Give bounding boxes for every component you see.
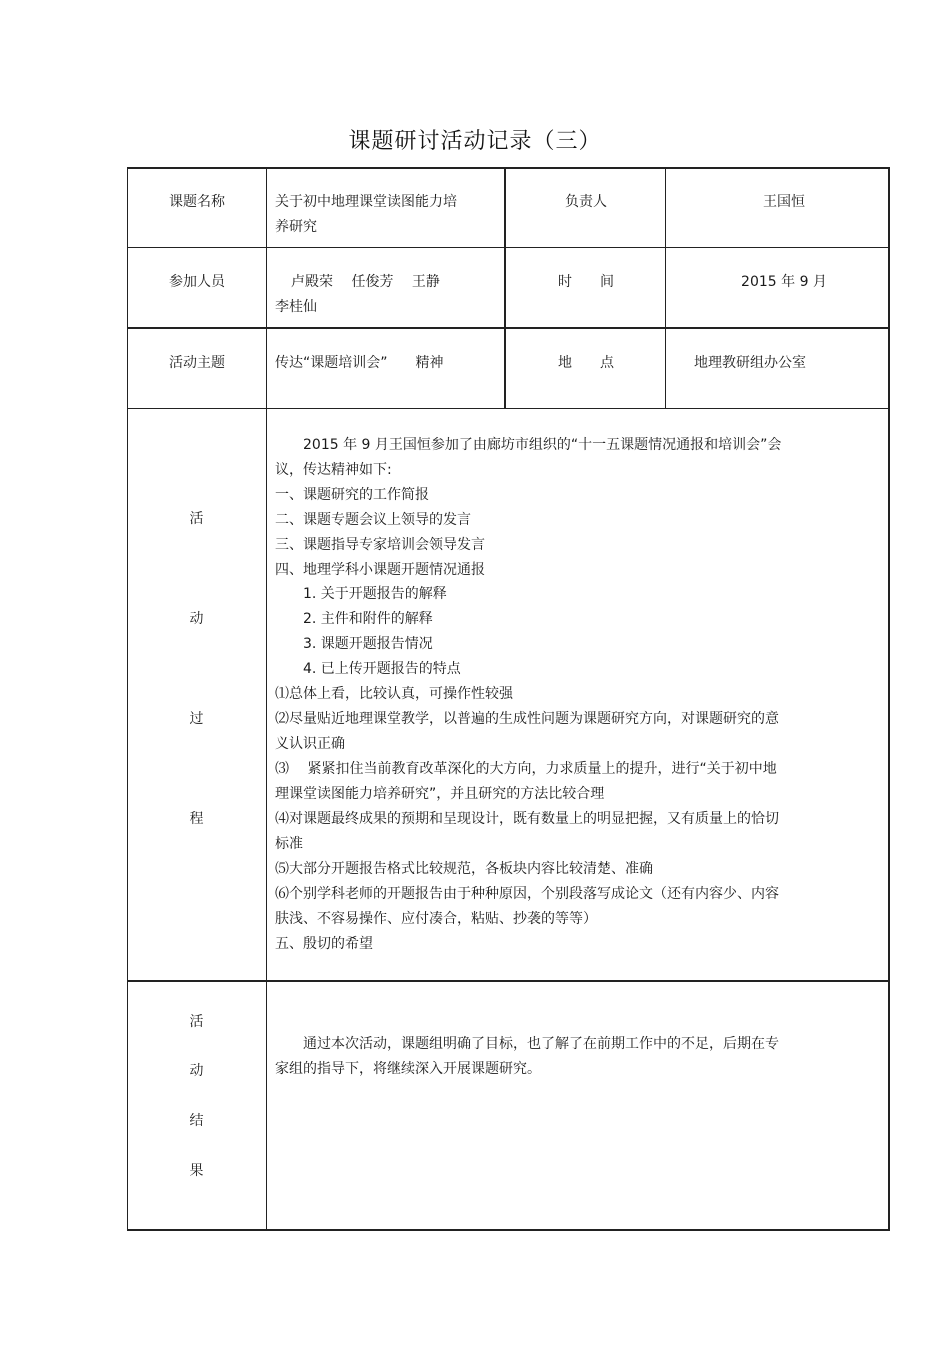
topic-name-line: 养研究 — [275, 219, 317, 235]
topic-name-value — [275, 190, 500, 240]
process-line: 四、地理学科小课题开题情况通报 — [275, 562, 485, 578]
table-rule — [127, 247, 890, 248]
topic-name-label: 课题名称 — [169, 194, 225, 210]
process-label-char: 程 — [189, 811, 204, 827]
table-border — [127, 167, 890, 169]
process-line: 三、课题指导专家培训会领导发言 — [275, 537, 485, 553]
process-line: 4. 已上传开题报告的特点 — [275, 661, 461, 677]
participants-value — [275, 270, 500, 320]
process-line: ⑵尽量贴近地理课堂教学，以普遍的生成性问题为课题研究方向，对课题研究的意 — [275, 711, 779, 727]
process-label-char: 动 — [189, 611, 204, 627]
process-line: ⑴总体上看，比较认真，可操作性较强 — [275, 686, 513, 702]
process-line: ⑸大部分开题报告格式比较规范，各板块内容比较清楚、准确 — [275, 861, 653, 877]
time-value: 2015 年 9 月 — [741, 274, 827, 290]
topic-name-line: 关于初中地理课堂读图能力培 — [275, 194, 457, 210]
process-line: 2015 年 9 月王国恒参加了由廊坊市组织的“十一五课题情况通报和培训会”会 — [275, 437, 782, 453]
process-line: 1. 关于开题报告的解释 — [275, 586, 447, 602]
table-border — [888, 167, 890, 1231]
table-rule — [127, 327, 890, 329]
process-line: 议，传达精神如下: — [275, 462, 392, 478]
result-label-char: 果 — [189, 1163, 204, 1179]
theme-value: 传达“课题培训会” 精神 — [275, 355, 444, 371]
process-label-char: 活 — [189, 511, 204, 527]
document-title: 课题研讨活动记录（三） — [348, 129, 602, 154]
participants-label: 参加人员 — [169, 274, 225, 290]
process-line: ⑹个别学科老师的开题报告由于种种原因，个别段落写成论文（还有内容少、内容 — [275, 886, 779, 902]
result-label-char: 动 — [189, 1063, 204, 1079]
table-rule — [127, 980, 890, 982]
result-line: 家组的指导下，将继续深入开展课题研究。 — [275, 1061, 541, 1077]
table-border — [127, 1229, 890, 1231]
table-rule — [127, 408, 890, 409]
participants-line: 卢殿荣 任俊芳 王静 — [291, 274, 440, 290]
process-line: ⑷对课题最终成果的预期和呈现设计，既有数量上的明显把握，又有质量上的恰切 — [275, 811, 779, 827]
owner-label: 负责人 — [565, 194, 607, 210]
place-label: 地 点 — [558, 355, 614, 371]
process-line: ⑶ 紧紧扣住当前教育改革深化的大方向，力求质量上的提升，进行“关于初中地 — [275, 761, 777, 777]
process-line: 标准 — [275, 836, 303, 852]
process-line: 一、课题研究的工作简报 — [275, 487, 429, 503]
table-rule — [266, 167, 267, 1231]
place-value: 地理教研组办公室 — [694, 355, 806, 371]
process-line: 五、殷切的希望 — [275, 936, 373, 952]
time-label: 时 间 — [558, 274, 614, 290]
process-line: 肤浅、不容易操作、应付凑合，粘贴、抄袭的等等） — [275, 911, 597, 927]
process-line: 义认识正确 — [275, 736, 345, 752]
process-line: 理课堂读图能力培养研究”，并且研究的方法比较合理 — [275, 786, 605, 802]
result-label-char: 结 — [189, 1113, 204, 1129]
participants-line: 李桂仙 — [275, 299, 317, 315]
process-line: 二、课题专题会议上领导的发言 — [275, 512, 471, 528]
result-label-char: 活 — [189, 1014, 204, 1030]
result-line: 通过本次活动，课题组明确了目标，也了解了在前期工作中的不足，后期在专 — [275, 1036, 779, 1052]
owner-value: 王国恒 — [763, 194, 805, 210]
process-label-char: 过 — [189, 711, 204, 727]
process-line: 3. 课题开题报告情况 — [275, 636, 433, 652]
theme-label: 活动主题 — [169, 355, 225, 371]
process-line: 2. 主件和附件的解释 — [275, 611, 433, 627]
